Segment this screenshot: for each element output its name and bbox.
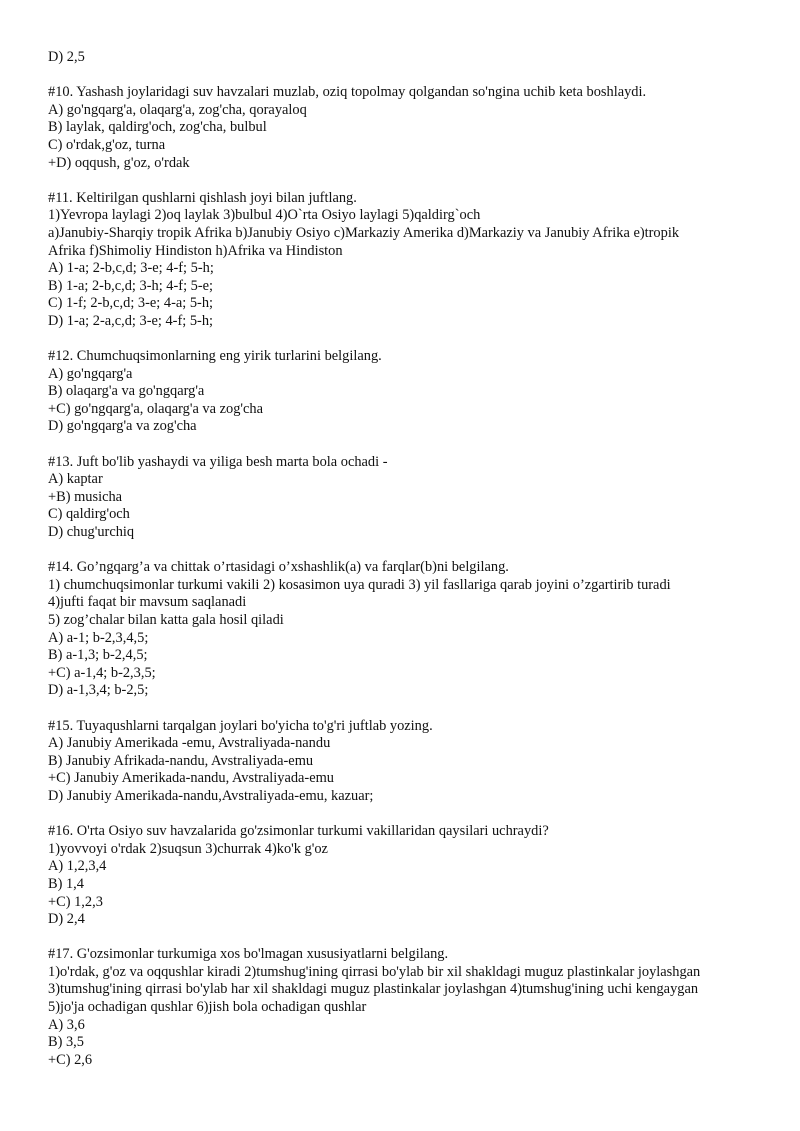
answer-line: 1)Yevropa laylagi 2)oq laylak 3)bulbul 4)O`rta Osiyo laylagi 5)qaldirg`och (48, 207, 481, 224)
answer-line: D) 1-a; 2-a,c,d; 3-e; 4-f; 5-h; (48, 312, 214, 329)
answer-line: A) 1-a; 2-b,c,d; 3-e; 4-f; 5-h; (48, 260, 214, 277)
question-text: #10. Yashash joylaridagi suv havzalari muzlab, oziq topolmay qolgandan so'ngina uchib keta boshlaydi. (48, 84, 647, 101)
answer-line: +B) musicha (48, 488, 123, 505)
answer-line: +C) a-1,4; b-2,3,5; (48, 664, 156, 681)
answer-line: B) Janubiy Afrikada-nandu, Avstraliyada-emu (48, 752, 314, 769)
question-text: #13. Juft bo'lib yashaydi va yiliga besh marta bola ochadi - (48, 453, 388, 470)
answer-line: +D) oqqush, g'oz, o'rdak (48, 154, 190, 171)
answer-line: A) 3,6 (48, 1016, 85, 1033)
answer-line: B) laylak, qaldirg'och, zog'cha, bulbul (48, 119, 267, 136)
question-block (48, 823, 760, 929)
answer-line: +C) go'ngqarg'a, olaqarg'a va zog'cha (48, 400, 263, 417)
question-block (48, 559, 760, 700)
answer-line: 4)jufti faqat bir mavsum saqlanadi (48, 594, 247, 611)
answer-line: A) go'ngqarg'a, olaqarg'a, zog'cha, qorayaloq (48, 101, 307, 118)
answer-line: C) o'rdak,g'oz, turna (48, 136, 166, 153)
question-block (48, 190, 760, 331)
question-block (48, 454, 760, 542)
question-block (48, 49, 760, 67)
question-block (48, 348, 760, 436)
question-block (48, 946, 760, 1069)
answer-line: D) go'ngqarg'a va zog'cha (48, 418, 197, 435)
question-text: #14. Go’ngqarg’a va chittak o’rtasidagi o’xshashlik(a) va farqlar(b)ni belgilang. (48, 559, 509, 576)
answer-line: a)Janubiy-Sharqiy tropik Afrika b)Janubiy Osiyo c)Markaziy Amerika d)Markaziy va Janubiy Afrika e)tropik (48, 224, 680, 241)
question-text: #16. O'rta Osiyo suv havzalarida go'zsimonlar turkumi vakillaridan qaysilari uchraydi? (48, 823, 549, 840)
question-block (48, 718, 760, 806)
answer-line: C) qaldirg'och (48, 506, 130, 523)
answer-line: 5) zog’chalar bilan katta gala hosil qiladi (48, 612, 284, 628)
answer-line: A) go'ngqarg'a (48, 365, 133, 382)
answer-line: A) a-1; b-2,3,4,5; (48, 629, 149, 646)
answer-line: A) Janubiy Amerikada -emu, Avstraliyada-nandu (48, 735, 331, 752)
answer-line: A) kaptar (48, 471, 103, 488)
answer-line: D) 2,4 (48, 911, 85, 928)
answer-line: D) a-1,3,4; b-2,5; (48, 682, 149, 699)
answer-line: B) olaqarg'a va go'ngqarg'a (48, 383, 205, 400)
question-text: #17. G'ozsimonlar turkumiga xos bo'lmagan xususiyatlarni belgilang. (48, 946, 449, 963)
answer-line: 3)tumshug'ining qirrasi bo'ylab har xil shakldagi muguz plastinkalar joylashgan 4)tumshug'ining uchi kengaygan (48, 981, 699, 998)
document-page (48, 49, 760, 1069)
answer-line: +C) 1,2,3 (48, 893, 103, 910)
answer-line: B) 1,4 (48, 875, 84, 892)
answer-line: B) 1-a; 2-b,c,d; 3-h; 4-f; 5-e; (48, 277, 214, 294)
answer-line: +C) Janubiy Amerikada-nandu, Avstraliyada-emu (48, 770, 334, 787)
question-text: #12. Chumchuqsimonlarning eng yirik turlarini belgilang. (48, 348, 382, 365)
question-text: #15. Tuyaqushlarni tarqalgan joylari bo'yicha to'g'ri juftlab yozing. (48, 717, 433, 734)
answer-line: D) Janubiy Amerikada-nandu,Avstraliyada-emu, kazuar; (48, 787, 374, 804)
answer-line: C) 1-f; 2-b,c,d; 3-e; 4-a; 5-h; (48, 295, 214, 312)
answer-line: B) a-1,3; b-2,4,5; (48, 647, 148, 664)
answer-line: 5)jo'ja ochadigan qushlar 6)jish bola ochadigan qushlar (48, 999, 367, 1016)
answer-line: 1)yovvoyi o'rdak 2)suqsun 3)churrak 4)ko'k g'oz (48, 840, 328, 857)
answer-line: A) 1,2,3,4 (48, 858, 107, 875)
answer-line: D) 2,5 (48, 49, 85, 65)
question-text: #11. Keltirilgan qushlarni qishlash joyi bilan juftlang. (48, 189, 357, 206)
question-block (48, 84, 760, 172)
answer-line: 1)o'rdak, g'oz va oqqushlar kiradi 2)tumshug'ining qirrasi bo'ylab bir xil shakldagi muguz plastinkalar joylashgan (48, 963, 701, 980)
answer-line: D) chug'urchiq (48, 524, 135, 541)
answer-line: Afrika f)Shimoliy Hindiston h)Afrika va Hindiston (48, 242, 343, 259)
answer-line: +C) 2,6 (48, 1051, 93, 1068)
answer-line: 1) chumchuqsimonlar turkumi vakili 2) kosasimon uya quradi 3) yil fasllariga qarab joyini o’zgartirib turadi (48, 576, 671, 593)
answer-line: B) 3,5 (48, 1034, 84, 1051)
